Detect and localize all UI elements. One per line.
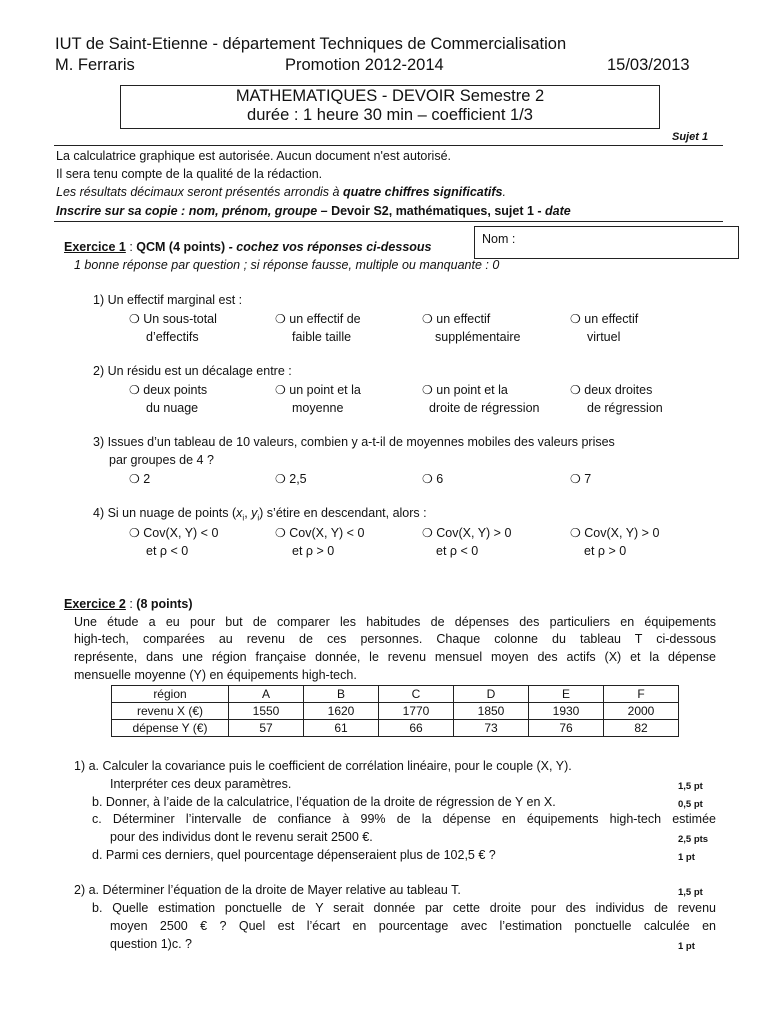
table-cell: E (529, 686, 604, 703)
q3-option-d[interactable]: ❍ 7 (570, 472, 592, 486)
radio-circle-icon[interactable]: ❍ (129, 526, 140, 540)
q1a-line2: Interpréter ces deux paramètres. (110, 777, 292, 791)
q1c-points: 2,5 pts (678, 834, 709, 845)
radio-circle-icon[interactable]: ❍ (275, 312, 286, 326)
radio-circle-icon[interactable]: ❍ (422, 312, 433, 326)
table-cell: 1620 (304, 703, 379, 720)
q1-option-c[interactable]: ❍ un effectif supplémentaire (422, 312, 521, 344)
q4-option-b[interactable]: ❍ Cov(X, Y) < 0 et ρ > 0 (275, 526, 365, 558)
promotion: Promotion 2012-2014 (285, 56, 444, 74)
radio-circle-icon[interactable]: ❍ (275, 526, 286, 540)
table-cell: F (604, 686, 679, 703)
q2-text: 2) Un résidu est un décalage entre : (93, 364, 292, 378)
instruction-rounding: Les résultats décimaux seront présentés arrondis à quatre chiffres significatifs. (56, 185, 506, 199)
q2b-line2: moyen 2500 € ? Quel est l’écart en pourcentage avec l’estimation ponctuelle calculée en (110, 919, 716, 933)
name-label: Nom : (482, 232, 516, 246)
q1c-line2: pour des individus dont le revenu serait 2500 €. (110, 830, 373, 844)
table-cell: revenu X (€) (112, 703, 229, 720)
table-cell: région (112, 686, 229, 703)
q4-text: 4) Si un nuage de points ($x_i$, $y_i$) s’étire en descendant, alors : (93, 506, 427, 523)
radio-circle-icon[interactable]: ❍ (570, 312, 581, 326)
exercise2-intro-3: représente, dans une région française donnée, le revenu mensuel moyen des actifs (X) et la dépense (74, 650, 716, 664)
q2b-points: 1 pt (678, 941, 695, 952)
q2a-points: 1,5 pt (678, 887, 703, 898)
q1d-points: 1 pt (678, 852, 695, 863)
exercise2-intro-4: mensuelle moyenne (Y) en équipements high-tech. (74, 668, 357, 682)
q1-text: 1) Un effectif marginal est : (93, 293, 243, 307)
exercise2-heading: Exercice 2 : (8 points) (64, 597, 193, 611)
radio-circle-icon[interactable]: ❍ (422, 526, 433, 540)
table-cell: 1770 (379, 703, 454, 720)
q3-option-b[interactable]: ❍ 2,5 (275, 472, 307, 486)
q1-option-d[interactable]: ❍ un effectif virtuel (570, 312, 639, 344)
table-cell: A (229, 686, 304, 703)
table-cell: 76 (529, 720, 604, 737)
q1-option-a[interactable]: ❍ Un sous-total d’effectifs (129, 312, 217, 344)
teacher-name: M. Ferraris (55, 56, 135, 74)
q1a-points: 1,5 pt (678, 781, 703, 792)
table-cell: D (454, 686, 529, 703)
radio-circle-icon[interactable]: ❍ (129, 472, 140, 486)
table-cell: 73 (454, 720, 529, 737)
table-cell: 2000 (604, 703, 679, 720)
exercise2-intro-2: high-tech, comparées au revenu de ces personnes. Chaque colonne du tableau T ci-dessous (74, 632, 716, 646)
table-cell: C (379, 686, 454, 703)
radio-circle-icon[interactable]: ❍ (570, 383, 581, 397)
table-cell: 1850 (454, 703, 529, 720)
radio-circle-icon[interactable]: ❍ (570, 526, 581, 540)
table-cell: dépense Y (€) (112, 720, 229, 737)
exercise1-title: Exercice 1 (64, 240, 126, 254)
exam-date: 15/03/2013 (607, 56, 690, 74)
exam-title: MATHEMATIQUES - DEVOIR Semestre 2 (235, 87, 545, 105)
separator-top (54, 145, 723, 146)
table-cell: 57 (229, 720, 304, 737)
radio-circle-icon[interactable]: ❍ (422, 472, 433, 486)
data-table (111, 685, 679, 737)
radio-circle-icon[interactable]: ❍ (129, 383, 140, 397)
q1a-line1: 1) a. Calculer la covariance puis le coefficient de corrélation linéaire, pour le couple (X, Y). (74, 759, 572, 773)
exercise2-title: Exercice 2 (64, 597, 126, 611)
q1c-line1: c. Déterminer l’intervalle de confiance à 99% de la dépense en équipements high-tech estimée (92, 812, 716, 826)
q1-option-b[interactable]: ❍ un effectif de faible taille (275, 312, 361, 344)
radio-circle-icon[interactable]: ❍ (422, 383, 433, 397)
instruction-calculator: La calculatrice graphique est autorisée. Aucun document n'est autorisé. (56, 149, 451, 163)
table-cell: 1930 (529, 703, 604, 720)
table-row (112, 703, 679, 720)
exercise1-scoring: 1 bonne réponse par question ; si réponse fausse, multiple ou manquante : 0 (74, 258, 500, 272)
sujet-label: Sujet 1 (672, 131, 709, 143)
q4-option-c[interactable]: ❍ Cov(X, Y) > 0 et ρ < 0 (422, 526, 512, 558)
q3-text-cont: par groupes de 4 ? (109, 453, 214, 467)
q2-option-d[interactable]: ❍ deux droites de régression (570, 383, 663, 415)
q2-option-a[interactable]: ❍ deux points du nuage (129, 383, 208, 415)
table-cell: 1550 (229, 703, 304, 720)
q2a-text: 2) a. Déterminer l’équation de la droite de Mayer relative au tableau T. (74, 883, 461, 897)
q3-text: 3) Issues d’un tableau de 10 valeurs, combien y a-t-il de moyennes mobiles des valeurs prises (93, 435, 615, 449)
q4-option-a[interactable]: ❍ Cov(X, Y) < 0 et ρ < 0 (129, 526, 219, 558)
exercise2-intro-1: Une étude a eu pour but de comparer les habitudes de dépenses des particuliers en équipements (74, 615, 716, 629)
q1b-points: 0,5 pt (678, 799, 703, 810)
q2-option-b[interactable]: ❍ un point et la moyenne (275, 383, 361, 415)
q2b-line1: b. Quelle estimation ponctuelle de Y serait donnée par cette droite pour des individus de revenu (92, 901, 716, 915)
radio-circle-icon[interactable]: ❍ (129, 312, 140, 326)
table-cell: 82 (604, 720, 679, 737)
q3-option-c[interactable]: ❍ 6 (422, 472, 444, 486)
significant-figures: quatre chiffres significatifs (342, 185, 503, 199)
separator-bottom (54, 221, 723, 222)
q2b-line3: question 1)c. ? (110, 937, 192, 951)
instruction-copy: Inscrire sur sa copie : nom, prénom, groupe – Devoir S2, mathématiques, sujet 1 - date (56, 204, 571, 218)
q3-option-a[interactable]: ❍ 2 (129, 472, 151, 486)
radio-circle-icon[interactable]: ❍ (275, 472, 286, 486)
q2-option-c[interactable]: ❍ un point et la droite de régression (422, 383, 540, 415)
q1b-text: b. Donner, à l’aide de la calculatrice, l’équation de la droite de régression de Y en X. (92, 795, 556, 809)
radio-circle-icon[interactable]: ❍ (275, 383, 286, 397)
table-cell: 66 (379, 720, 454, 737)
exam-subtitle: durée : 1 heure 30 min – coefficient 1/3 (247, 106, 533, 124)
table-cell: B (304, 686, 379, 703)
table-row (112, 720, 679, 737)
exercise1-heading: Exercice 1 : QCM (4 points) - cochez vos réponses ci-dessous (64, 240, 432, 254)
table-cell: 61 (304, 720, 379, 737)
instruction-redaction: Il sera tenu compte de la qualité de la rédaction. (56, 167, 323, 181)
q1d-text: d. Parmi ces derniers, quel pourcentage dépenseraient plus de 102,5 € ? (92, 848, 496, 862)
institution-line: IUT de Saint-Etienne - département Techniques de Commercialisation (55, 35, 567, 53)
q4-option-d[interactable]: ❍ Cov(X, Y) > 0 et ρ > 0 (570, 526, 660, 558)
radio-circle-icon[interactable]: ❍ (570, 472, 581, 486)
table-header-row (112, 686, 679, 703)
